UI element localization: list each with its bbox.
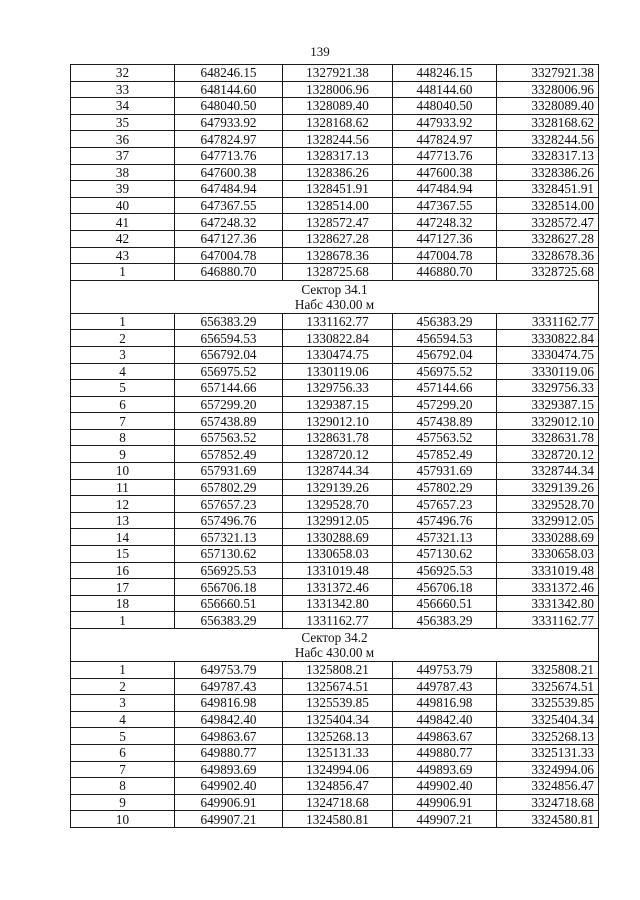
y-coordinate-cell: 1327921.38 [283,65,393,82]
x-coordinate-cell: 647127.36 [175,230,283,247]
table-row [71,811,599,828]
sector-height: Набс 430.00 м [294,296,375,312]
x-coordinate-cell: 656975.52 [175,363,283,380]
y-local-cell: 3331342.80 [497,595,599,612]
x-local-cell: 447713.76 [393,147,497,164]
x-local-cell: 449907.21 [393,811,497,828]
sector-header [71,280,599,313]
point-number-cell: 4 [71,363,175,380]
table-row [71,479,599,496]
x-local-cell: 448246.15 [393,65,497,82]
y-local-cell: 3329528.70 [497,496,599,513]
x-coordinate-cell: 657563.52 [175,429,283,446]
x-local-cell: 449787.43 [393,678,497,695]
x-local-cell: 449816.98 [393,695,497,712]
x-coordinate-cell: 647248.32 [175,214,283,231]
y-coordinate-cell: 1324718.68 [283,794,393,811]
sector-height: Набс 430.00 м [294,645,375,660]
table-row [71,363,599,380]
x-local-cell: 457657.23 [393,496,497,513]
point-number-cell: 34 [71,98,175,115]
y-local-cell: 3328089.40 [497,98,599,115]
x-local-cell: 449753.79 [393,662,497,679]
x-coordinate-cell: 649902.40 [175,778,283,795]
x-local-cell: 447127.36 [393,230,497,247]
y-local-cell: 3324718.68 [497,794,599,811]
y-local-cell: 3328631.78 [497,429,599,446]
point-number-cell: 6 [71,744,175,761]
table-row [71,264,599,281]
y-coordinate-cell: 1330288.69 [283,529,393,546]
x-local-cell: 456594.53 [393,330,497,347]
y-local-cell: 3325808.21 [497,662,599,679]
point-number-cell: 16 [71,562,175,579]
sector-title: Сектор 34.1 [301,281,368,297]
table-row [71,496,599,513]
y-local-cell: 3329012.10 [497,413,599,430]
table-row [71,164,599,181]
x-coordinate-cell: 656383.29 [175,313,283,330]
point-number-cell: 32 [71,65,175,82]
table-row [71,446,599,463]
x-local-cell: 447484.94 [393,181,497,198]
x-local-cell: 456660.51 [393,595,497,612]
table-row [71,98,599,115]
y-coordinate-cell: 1328006.96 [283,81,393,98]
x-local-cell: 457563.52 [393,429,497,446]
coordinates-table [70,64,599,828]
x-coordinate-cell: 649816.98 [175,695,283,712]
x-local-cell: 447248.32 [393,214,497,231]
point-number-cell: 8 [71,778,175,795]
x-local-cell: 449906.91 [393,794,497,811]
table-row [71,728,599,745]
table-row [71,794,599,811]
y-local-cell: 3328725.68 [497,264,599,281]
y-coordinate-cell: 1329012.10 [283,413,393,430]
x-coordinate-cell: 657852.49 [175,446,283,463]
y-coordinate-cell: 1328244.56 [283,131,393,148]
x-coordinate-cell: 657299.20 [175,396,283,413]
point-number-cell: 12 [71,496,175,513]
point-number-cell: 37 [71,147,175,164]
x-coordinate-cell: 657931.69 [175,463,283,480]
y-coordinate-cell: 1330119.06 [283,363,393,380]
sector-header [71,629,599,662]
x-coordinate-cell: 647004.78 [175,247,283,264]
y-local-cell: 3330119.06 [497,363,599,380]
table-row [71,595,599,612]
y-coordinate-cell: 1328627.28 [283,230,393,247]
point-number-cell: 5 [71,380,175,397]
y-local-cell: 3325404.34 [497,711,599,728]
x-coordinate-cell: 648144.60 [175,81,283,98]
point-number-cell: 33 [71,81,175,98]
point-number-cell: 42 [71,230,175,247]
table-row [71,247,599,264]
y-coordinate-cell: 1325539.85 [283,695,393,712]
y-local-cell: 3330658.03 [497,546,599,563]
x-coordinate-cell: 657321.13 [175,529,283,546]
table-row [71,65,599,82]
y-coordinate-cell: 1324580.81 [283,811,393,828]
x-coordinate-cell: 656660.51 [175,595,283,612]
table-row [71,114,599,131]
x-coordinate-cell: 646880.70 [175,264,283,281]
table-row [71,330,599,347]
point-number-cell: 2 [71,330,175,347]
x-local-cell: 457144.66 [393,380,497,397]
y-coordinate-cell: 1328386.26 [283,164,393,181]
point-number-cell: 11 [71,479,175,496]
y-local-cell: 3329387.15 [497,396,599,413]
y-coordinate-cell: 1325131.33 [283,744,393,761]
y-coordinate-cell: 1328631.78 [283,429,393,446]
y-local-cell: 3325539.85 [497,695,599,712]
y-local-cell: 3328572.47 [497,214,599,231]
y-local-cell: 3324856.47 [497,778,599,795]
x-coordinate-cell: 647484.94 [175,181,283,198]
x-local-cell: 457496.76 [393,512,497,529]
coordinates-table-body [71,65,599,828]
x-coordinate-cell: 656594.53 [175,330,283,347]
y-coordinate-cell: 1324856.47 [283,778,393,795]
point-number-cell: 1 [71,612,175,629]
y-local-cell: 3331162.77 [497,612,599,629]
x-coordinate-cell: 657438.89 [175,413,283,430]
point-number-cell: 1 [71,313,175,330]
point-number-cell: 40 [71,197,175,214]
x-local-cell: 447004.78 [393,247,497,264]
x-coordinate-cell: 656706.18 [175,579,283,596]
y-local-cell: 3325674.51 [497,678,599,695]
point-number-cell: 3 [71,346,175,363]
x-coordinate-cell: 647367.55 [175,197,283,214]
x-coordinate-cell: 649863.67 [175,728,283,745]
page-number: 139 [310,44,330,59]
table-row [71,761,599,778]
y-coordinate-cell: 1328317.13 [283,147,393,164]
y-coordinate-cell: 1325268.13 [283,728,393,745]
point-number-cell: 14 [71,529,175,546]
y-coordinate-cell: 1330822.84 [283,330,393,347]
y-local-cell: 3329139.26 [497,479,599,496]
y-coordinate-cell: 1331162.77 [283,313,393,330]
x-coordinate-cell: 647600.38 [175,164,283,181]
x-coordinate-cell: 649753.79 [175,662,283,679]
point-number-cell: 4 [71,711,175,728]
y-coordinate-cell: 1324994.06 [283,761,393,778]
y-local-cell: 3331019.48 [497,562,599,579]
table-row [71,579,599,596]
table-row [71,695,599,712]
y-local-cell: 3329912.05 [497,512,599,529]
table-row [71,711,599,728]
y-local-cell: 3331162.77 [497,313,599,330]
point-number-cell: 18 [71,595,175,612]
x-local-cell: 456383.29 [393,612,497,629]
y-coordinate-cell: 1325404.34 [283,711,393,728]
table-row [71,529,599,546]
y-coordinate-cell: 1328168.62 [283,114,393,131]
y-coordinate-cell: 1330474.75 [283,346,393,363]
y-coordinate-cell: 1325808.21 [283,662,393,679]
y-local-cell: 3328006.96 [497,81,599,98]
x-local-cell: 456975.52 [393,363,497,380]
y-coordinate-cell: 1325674.51 [283,678,393,695]
point-number-cell: 17 [71,579,175,596]
y-coordinate-cell: 1328720.12 [283,446,393,463]
x-local-cell: 447933.92 [393,114,497,131]
y-coordinate-cell: 1329912.05 [283,512,393,529]
y-local-cell: 3328244.56 [497,131,599,148]
y-local-cell: 3329756.33 [497,380,599,397]
x-local-cell: 447824.97 [393,131,497,148]
point-number-cell: 43 [71,247,175,264]
point-number-cell: 1 [71,662,175,679]
table-row [71,131,599,148]
y-coordinate-cell: 1329528.70 [283,496,393,513]
table-row [71,346,599,363]
x-coordinate-cell: 648040.50 [175,98,283,115]
x-coordinate-cell: 649906.91 [175,794,283,811]
x-coordinate-cell: 657496.76 [175,512,283,529]
table-row [71,147,599,164]
x-coordinate-cell: 656925.53 [175,562,283,579]
table-row [71,678,599,695]
x-coordinate-cell: 657802.29 [175,479,283,496]
y-local-cell: 3325131.33 [497,744,599,761]
x-local-cell: 457130.62 [393,546,497,563]
y-coordinate-cell: 1328451.91 [283,181,393,198]
table-row [71,380,599,397]
y-coordinate-cell: 1328089.40 [283,98,393,115]
y-local-cell: 3330822.84 [497,330,599,347]
point-number-cell: 5 [71,728,175,745]
table-row [71,230,599,247]
x-local-cell: 448040.50 [393,98,497,115]
y-local-cell: 3328386.26 [497,164,599,181]
table-row [71,81,599,98]
table-row [71,463,599,480]
point-number-cell: 36 [71,131,175,148]
y-local-cell: 3331372.46 [497,579,599,596]
x-local-cell: 448144.60 [393,81,497,98]
x-coordinate-cell: 649880.77 [175,744,283,761]
table-row [71,214,599,231]
point-number-cell: 13 [71,512,175,529]
y-local-cell: 3327921.38 [497,65,599,82]
y-coordinate-cell: 1328725.68 [283,264,393,281]
point-number-cell: 3 [71,695,175,712]
point-number-cell: 35 [71,114,175,131]
point-number-cell: 7 [71,413,175,430]
x-coordinate-cell: 649893.69 [175,761,283,778]
y-coordinate-cell: 1331372.46 [283,579,393,596]
x-local-cell: 457299.20 [393,396,497,413]
x-local-cell: 456925.53 [393,562,497,579]
y-local-cell: 3328720.12 [497,446,599,463]
table-row [71,612,599,629]
x-local-cell: 449880.77 [393,744,497,761]
table-row [71,413,599,430]
x-coordinate-cell: 647824.97 [175,131,283,148]
x-local-cell: 449863.67 [393,728,497,745]
y-local-cell: 3328168.62 [497,114,599,131]
table-row [71,662,599,679]
point-number-cell: 38 [71,164,175,181]
point-number-cell: 9 [71,794,175,811]
table-row [71,562,599,579]
sector-header-row [71,280,599,313]
x-local-cell: 457931.69 [393,463,497,480]
x-coordinate-cell: 657657.23 [175,496,283,513]
x-local-cell: 449842.40 [393,711,497,728]
y-local-cell: 3324580.81 [497,811,599,828]
point-number-cell: 1 [71,264,175,281]
x-local-cell: 456706.18 [393,579,497,596]
y-coordinate-cell: 1328514.00 [283,197,393,214]
sector-title: Сектор 34.2 [301,630,368,645]
y-local-cell: 3328678.36 [497,247,599,264]
point-number-cell: 41 [71,214,175,231]
table-row [71,778,599,795]
x-local-cell: 447600.38 [393,164,497,181]
x-coordinate-cell: 649907.21 [175,811,283,828]
point-number-cell: 7 [71,761,175,778]
x-local-cell: 457852.49 [393,446,497,463]
y-coordinate-cell: 1329756.33 [283,380,393,397]
x-local-cell: 457438.89 [393,413,497,430]
y-local-cell: 3328627.28 [497,230,599,247]
x-coordinate-cell: 648246.15 [175,65,283,82]
point-number-cell: 10 [71,811,175,828]
point-number-cell: 2 [71,678,175,695]
table-row [71,396,599,413]
x-coordinate-cell: 647713.76 [175,147,283,164]
x-coordinate-cell: 647933.92 [175,114,283,131]
point-number-cell: 15 [71,546,175,563]
y-local-cell: 3324994.06 [497,761,599,778]
y-local-cell: 3328317.13 [497,147,599,164]
y-local-cell: 3328451.91 [497,181,599,198]
sector-header-row [71,629,599,662]
y-coordinate-cell: 1328744.34 [283,463,393,480]
x-local-cell: 456383.29 [393,313,497,330]
x-local-cell: 449893.69 [393,761,497,778]
y-coordinate-cell: 1331019.48 [283,562,393,579]
y-local-cell: 3325268.13 [497,728,599,745]
point-number-cell: 8 [71,429,175,446]
y-local-cell: 3328744.34 [497,463,599,480]
point-number-cell: 39 [71,181,175,198]
x-local-cell: 447367.55 [393,197,497,214]
x-coordinate-cell: 657144.66 [175,380,283,397]
point-number-cell: 6 [71,396,175,413]
point-number-cell: 10 [71,463,175,480]
x-local-cell: 457321.13 [393,529,497,546]
x-coordinate-cell: 657130.62 [175,546,283,563]
y-coordinate-cell: 1329387.15 [283,396,393,413]
table-row [71,181,599,198]
y-coordinate-cell: 1329139.26 [283,479,393,496]
table-row [71,744,599,761]
x-coordinate-cell: 656383.29 [175,612,283,629]
x-local-cell: 449902.40 [393,778,497,795]
y-coordinate-cell: 1328678.36 [283,247,393,264]
table-row [71,429,599,446]
x-local-cell: 446880.70 [393,264,497,281]
table-row [71,313,599,330]
x-coordinate-cell: 649787.43 [175,678,283,695]
y-coordinate-cell: 1331162.77 [283,612,393,629]
table-row [71,546,599,563]
x-local-cell: 456792.04 [393,346,497,363]
point-number-cell: 9 [71,446,175,463]
x-coordinate-cell: 649842.40 [175,711,283,728]
y-local-cell: 3330474.75 [497,346,599,363]
table-row [71,512,599,529]
y-coordinate-cell: 1331342.80 [283,595,393,612]
y-local-cell: 3328514.00 [497,197,599,214]
table-row [71,197,599,214]
x-coordinate-cell: 656792.04 [175,346,283,363]
y-coordinate-cell: 1328572.47 [283,214,393,231]
y-coordinate-cell: 1330658.03 [283,546,393,563]
x-local-cell: 457802.29 [393,479,497,496]
y-local-cell: 3330288.69 [497,529,599,546]
